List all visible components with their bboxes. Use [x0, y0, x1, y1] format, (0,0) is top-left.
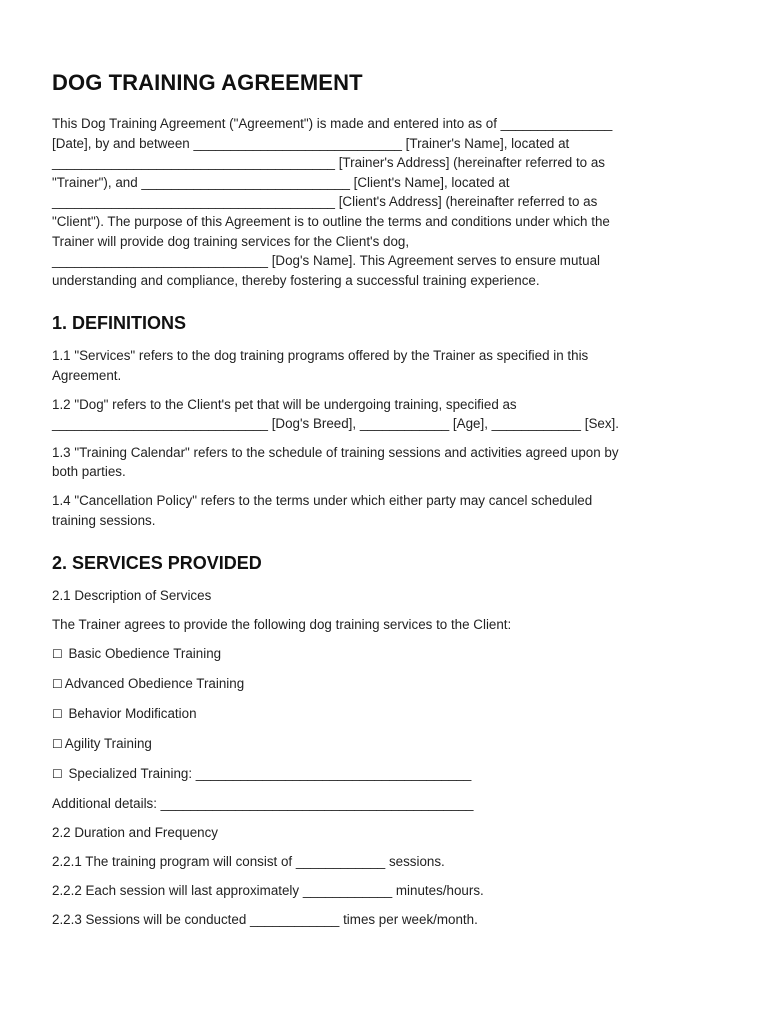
checkbox-icon[interactable]: ☐	[52, 647, 63, 662]
checkbox-icon[interactable]: ☐	[52, 767, 63, 781]
service-label: Advanced Obedience Training	[64, 676, 245, 692]
service-option	[52, 674, 720, 695]
definition-line: Agreement.	[52, 367, 122, 383]
service-label: Basic Obedience Training	[68, 646, 222, 662]
checkbox-icon[interactable]: ☐	[52, 737, 63, 752]
intro-line: [Date], by and between ____________________________ [Trainer's Name], located at	[52, 135, 570, 151]
intro-line: ______________________________________ [Client's Address] (hereinafter referred to as	[52, 194, 598, 210]
service-label: Behavior Modification	[68, 706, 197, 722]
intro-paragraph	[52, 114, 720, 290]
intro-line: "Trainer"), and ____________________________ [Client's Name], located at	[52, 174, 510, 190]
service-label: Agility Training	[64, 736, 152, 752]
subheading-description: 2.1 Description of Services	[52, 588, 212, 604]
definition-line: training sessions.	[52, 512, 156, 528]
checkbox-icon[interactable]: ☐	[52, 677, 63, 692]
definition-line: _____________________________ [Dog's Breed], ____________ [Age], ____________ [Sex].	[52, 416, 619, 432]
intro-line: This Dog Training Agreement ("Agreement") is made and entered into as of _______________	[52, 116, 613, 131]
duration-item: 2.2.1 The training program will consist of ____________ sessions.	[52, 853, 445, 869]
service-option	[52, 704, 720, 725]
definitions-list	[52, 346, 720, 530]
service-label: Specialized Training: _____________________________________	[68, 766, 472, 781]
definition-line: both parties.	[52, 464, 126, 480]
definition-line: 1.4 "Cancellation Policy" refers to the terms under which either party may cancel scheduled	[52, 492, 593, 508]
subheading-duration: 2.2 Duration and Frequency	[52, 824, 218, 840]
definition-item	[52, 395, 720, 434]
document-title: DOG TRAINING AGREEMENT	[52, 70, 363, 95]
definition-line: 1.3 "Training Calendar" refers to the schedule of training sessions and activities agreed upon by	[52, 444, 619, 460]
duration-item: 2.2.3 Sessions will be conducted ____________ times per week/month.	[52, 911, 478, 927]
section-heading-definitions: 1. DEFINITIONS	[52, 313, 187, 334]
intro-line: _____________________________ [Dog's Name]. This Agreement serves to ensure mutual	[52, 253, 600, 269]
service-option	[52, 764, 720, 785]
definition-line: 1.2 "Dog" refers to the Client's pet that will be undergoing training, specified as	[52, 396, 517, 412]
duration-item: 2.2.2 Each session will last approximately ____________ minutes/hours.	[52, 882, 484, 898]
definition-item	[52, 346, 720, 385]
additional-details: Additional details: __________________________________________	[52, 795, 474, 811]
intro-line: Trainer will provide dog training services for the Client's dog,	[52, 233, 410, 249]
intro-line: ______________________________________ [Trainer's Address] (hereinafter referred to as	[52, 155, 605, 171]
intro-line: "Client"). The purpose of this Agreement is to outline the terms and conditions under which the	[52, 213, 610, 229]
service-option	[52, 644, 720, 665]
service-option	[52, 734, 720, 755]
intro-line: understanding and compliance, thereby fostering a successful training experience.	[52, 272, 540, 288]
services-section	[52, 586, 720, 929]
definition-item	[52, 491, 720, 530]
checkbox-icon[interactable]: ☐	[52, 707, 63, 722]
services-intro: The Trainer agrees to provide the following dog training services to the Client:	[52, 617, 512, 633]
section-heading-services: 2. SERVICES PROVIDED	[52, 553, 262, 574]
definition-line: 1.1 "Services" refers to the dog training programs offered by the Trainer as specified in this	[52, 348, 589, 364]
definition-item	[52, 443, 720, 482]
